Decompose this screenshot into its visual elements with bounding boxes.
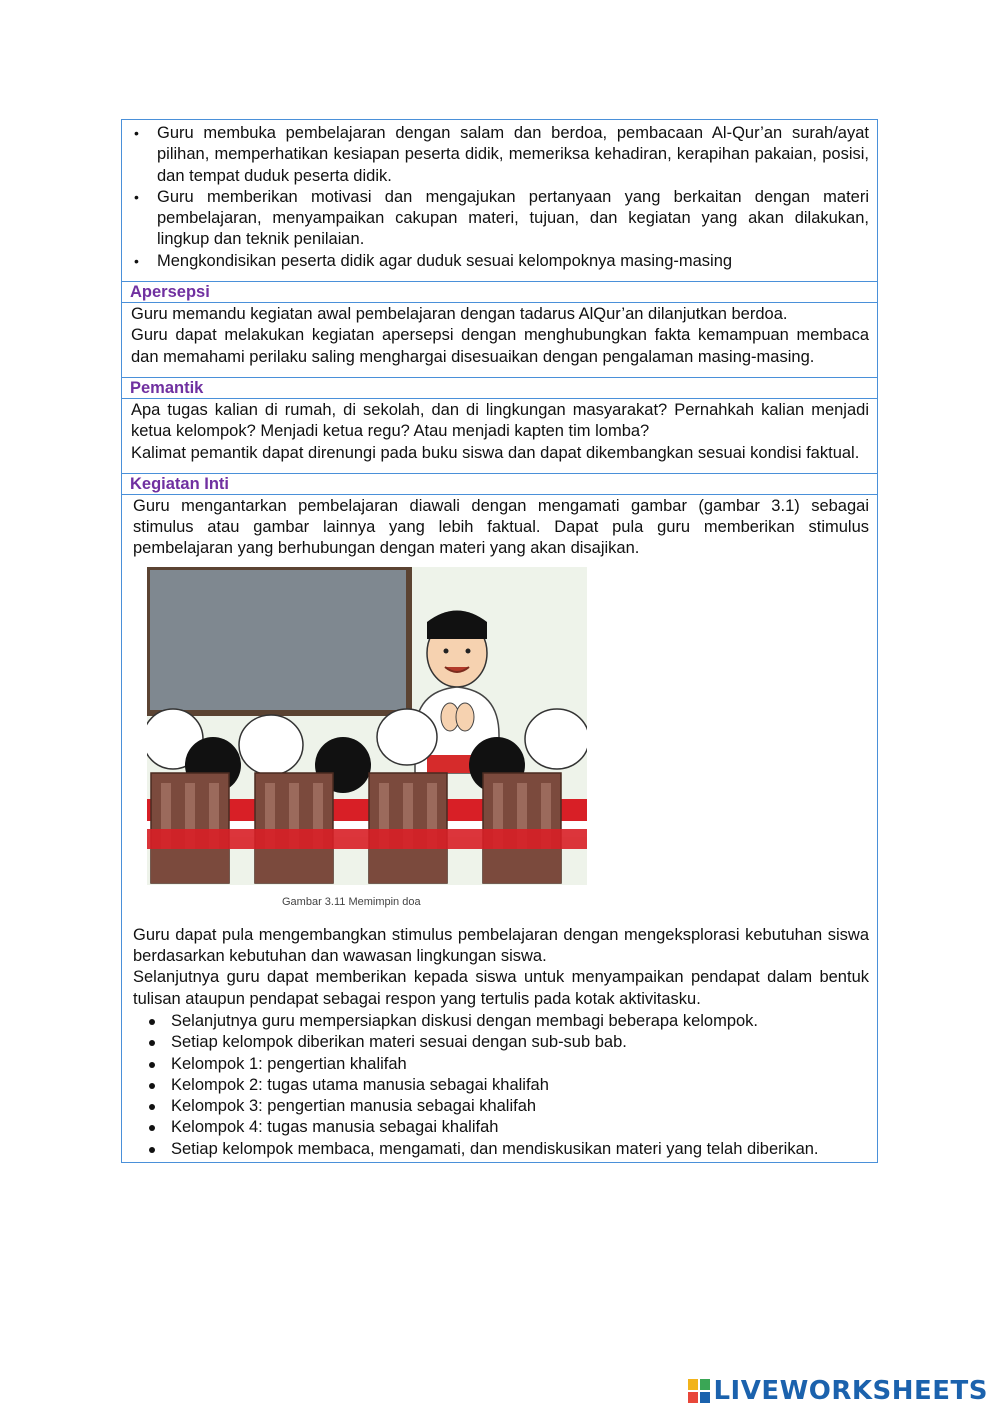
liveworksheets-logo-icon	[688, 1379, 710, 1403]
kegiatan-inti-continuation	[133, 925, 869, 1010]
kegiatan-inti-heading: Kegiatan Inti	[122, 474, 877, 495]
apersepsi-line: Guru memandu kegiatan awal pembelajaran dengan tadarus AlQur’an dilanjutkan berdoa.	[131, 305, 788, 324]
lesson-plan-table	[121, 119, 878, 1163]
opening-section	[122, 120, 877, 282]
watermark-text: LIVEWORKSHEETS	[713, 1376, 988, 1406]
list-item: Kelompok 3: pengertian manusia sebagai khalifah	[133, 1096, 869, 1117]
apersepsi-heading: Apersepsi	[122, 282, 877, 303]
list-item: Setiap kelompok diberikan materi sesuai dengan sub-sub bab.	[133, 1032, 869, 1053]
kegiatan-inti-line: Selanjutnya guru dapat memberikan kepada siswa untuk menyampaikan pendapat dalam bentuk tulisan ataupun pendapat sebagai respon yang tertulis pada kotak aktivitasku.	[133, 968, 869, 1008]
pemantik-line: Apa tugas kalian di rumah, di sekolah, dan di lingkungan masyarakat? Pernahkah kalian menjadi ketua kelompok? Menjadi ketua regu? Atau menjadi kapten tim lomba?	[131, 400, 869, 441]
pemantik-section	[122, 378, 877, 474]
apersepsi-line: Guru dapat melakukan kegiatan apersepsi dengan menghubungkan fakta kemampuan membaca dan memahami perilaku saling menghargai disesuaikan dengan pengalaman masing-masing.	[131, 326, 869, 366]
liveworksheets-watermark	[688, 1374, 988, 1408]
classroom-illustration	[147, 567, 587, 885]
list-item: • Mengkondisikan peserta didik agar duduk sesuai kelompoknya masing-masing	[131, 251, 869, 272]
list-item: • Guru memberikan motivasi dan mengajukan pertanyaan yang berkaitan dengan materi pembelajaran, menyampaikan cakupan materi, tujuan, dan kegiatan yang akan dilakukan, lingkup dan teknik penilaian.	[131, 187, 869, 251]
pemantik-line: Kalimat pemantik dapat direnungi pada buku siswa dan dapat dikembangkan sesuai kondisi faktual.	[131, 443, 860, 462]
kegiatan-inti-intro: Guru mengantarkan pembelajaran diawali dengan mengamati gambar (gambar 3.1) sebagai stimulus atau gambar lainnya yang lebih faktual. Dapat pula guru memberikan stimulus pembelajaran yang berhubungan dengan materi yang akan disajikan.	[133, 496, 869, 558]
list-item: Selanjutnya guru mempersiapkan diskusi dengan membagi beberapa kelompok.	[133, 1011, 869, 1032]
kegiatan-inti-line: Guru dapat pula mengembangkan stimulus pembelajaran dengan mengeksplorasi kebutuhan siswa berdasarkan kebutuhan dan wawasan lingkungan siswa.	[133, 925, 869, 966]
kegiatan-inti-section	[122, 474, 877, 1162]
kegiatan-inti-bullet-list	[133, 1011, 869, 1160]
opening-bullet-list	[131, 123, 869, 272]
apersepsi-section	[122, 282, 877, 378]
list-item: • Guru membuka pembelajaran dengan salam dan berdoa, pembacaan Al-Qur’an surah/ayat pilihan, memperhatikan kesiapan peserta didik, memeriksa kehadiran, kerapihan pakaian, posisi, dan tempat duduk peserta didik.	[131, 123, 869, 187]
list-item: Kelompok 4: tugas manusia sebagai khalifah	[133, 1117, 869, 1138]
list-item: Kelompok 1: pengertian khalifah	[133, 1054, 869, 1075]
list-item: Setiap kelompok membaca, mengamati, dan mendiskusikan materi yang telah diberikan.	[133, 1139, 869, 1160]
figure-caption: Gambar 3.11 Memimpin doa	[282, 895, 421, 908]
list-item: Kelompok 2: tugas utama manusia sebagai khalifah	[133, 1075, 869, 1096]
figure-memimpin-doa	[147, 567, 587, 909]
pemantik-heading: Pemantik	[122, 378, 877, 399]
